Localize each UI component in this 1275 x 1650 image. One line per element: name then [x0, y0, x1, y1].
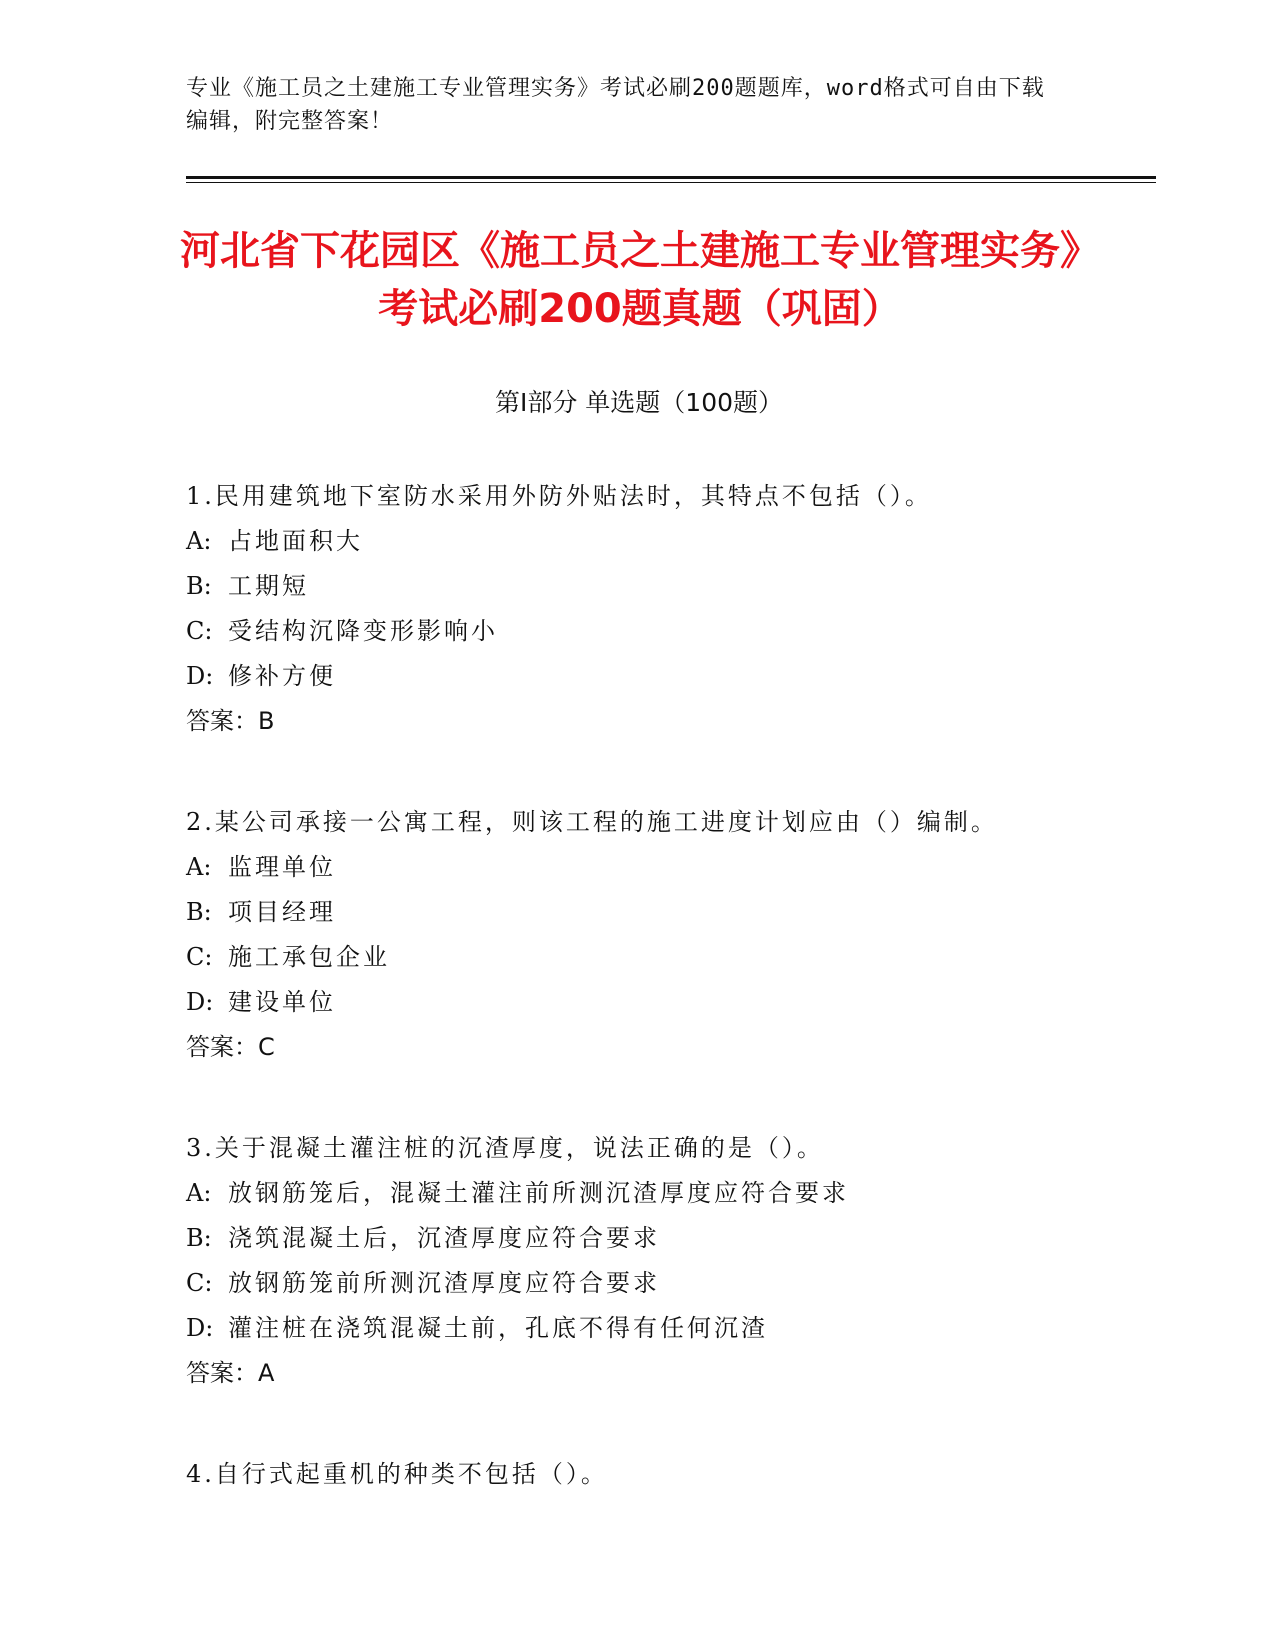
- option-letter: D:: [186, 662, 214, 690]
- option-d: [186, 1306, 1126, 1351]
- question-stem: 4.自行式起重机的种类不包括（）。: [186, 1460, 608, 1488]
- option-text: 占地面积大: [228, 527, 363, 555]
- option-d: [186, 980, 1126, 1025]
- question-2: [186, 800, 1126, 1070]
- option-letter: B:: [186, 572, 212, 600]
- option-b: [186, 1216, 1126, 1261]
- option-letter: B:: [186, 898, 212, 926]
- question-list: [186, 474, 1126, 1553]
- question-1: [186, 474, 1126, 744]
- header-rule-thick: [186, 176, 1156, 179]
- option-letter: A:: [186, 1179, 212, 1207]
- section-title: 第Ⅰ部分 单选题（100题）: [494, 388, 784, 417]
- option-letter: C:: [186, 1269, 213, 1297]
- option-b: [186, 890, 1126, 935]
- option-letter: C:: [186, 617, 213, 645]
- option-letter: D:: [186, 1314, 214, 1342]
- option-text: 受结构沉降变形影响小: [228, 617, 498, 645]
- option-a: [186, 1171, 1126, 1216]
- question-3: [186, 1126, 1126, 1396]
- option-d: [186, 654, 1126, 699]
- header-note: 专业《施工员之土建施工专业管理实务》考试必刷200题题库，word格式可自由下载编辑，附完整答案！: [186, 76, 1045, 134]
- option-a: [186, 845, 1126, 890]
- question-stem: 1.民用建筑地下室防水采用外防外贴法时，其特点不包括（）。: [186, 482, 932, 510]
- option-text: 工期短: [228, 572, 309, 600]
- option-text: 建设单位: [228, 988, 336, 1016]
- answer: 答案：B: [186, 707, 275, 735]
- option-text: 放钢筋笼前所测沉渣厚度应符合要求: [228, 1269, 660, 1297]
- option-c: [186, 609, 1126, 654]
- option-letter: A:: [186, 853, 212, 881]
- option-text: 施工承包企业: [228, 943, 390, 971]
- option-b: [186, 564, 1126, 609]
- option-letter: B:: [186, 1224, 212, 1252]
- option-letter: A:: [186, 527, 212, 555]
- answer: 答案：C: [186, 1033, 275, 1061]
- option-text: 浇筑混凝土后，沉渣厚度应符合要求: [228, 1224, 660, 1252]
- option-text: 放钢筋笼后，混凝土灌注前所测沉渣厚度应符合要求: [228, 1179, 849, 1207]
- option-text: 修补方便: [228, 662, 336, 690]
- option-c: [186, 1261, 1126, 1306]
- option-text: 灌注桩在浇筑混凝土前，孔底不得有任何沉渣: [228, 1314, 768, 1342]
- answer: 答案：A: [186, 1359, 275, 1387]
- option-text: 项目经理: [228, 898, 336, 926]
- option-c: [186, 935, 1126, 980]
- question-4: [186, 1452, 1126, 1497]
- option-letter: D:: [186, 988, 214, 1016]
- option-text: 监理单位: [228, 853, 336, 881]
- question-stem: 2.某公司承接一公寓工程，则该工程的施工进度计划应由（）编制。: [186, 808, 998, 836]
- header-rule-thin: [186, 182, 1156, 183]
- option-a: [186, 519, 1126, 564]
- option-letter: C:: [186, 943, 213, 971]
- document-title: 河北省下花园区《施工员之土建施工专业管理实务》考试必刷200题真题（巩固）: [180, 228, 1100, 332]
- question-stem: 3.关于混凝土灌注桩的沉渣厚度，说法正确的是（）。: [186, 1134, 824, 1162]
